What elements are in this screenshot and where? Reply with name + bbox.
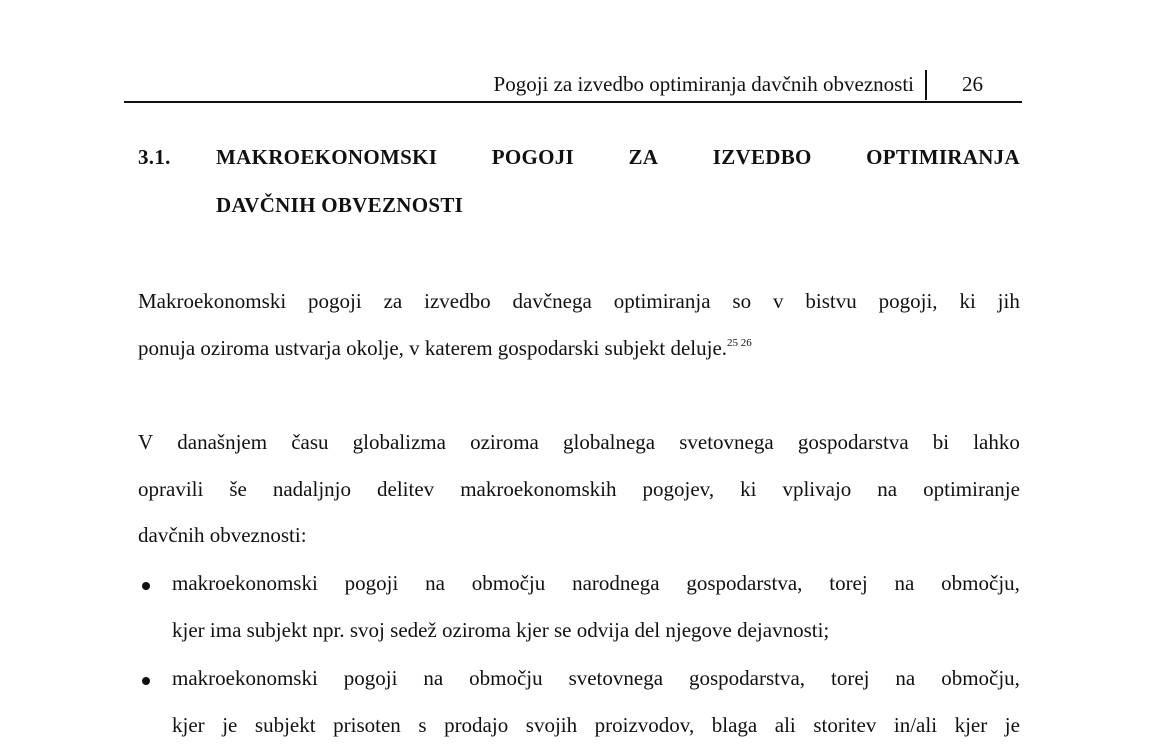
word: OPTIMIRANJA [866, 145, 1020, 169]
word: je [1004, 713, 1020, 737]
paragraph-2-line-2 [138, 466, 1020, 513]
header-separator [925, 70, 927, 100]
header-title: Pogoji za izvedbo optimiranja davčnih obveznosti [493, 72, 914, 96]
word: v [773, 289, 784, 313]
word: storitev [813, 713, 877, 737]
word: proizvodov, [594, 713, 695, 737]
word: na [423, 666, 444, 690]
word: V [138, 430, 154, 454]
word: pogoji [344, 571, 399, 595]
word: prodajo [444, 713, 509, 737]
paragraph-1-line-2-text: ponuja oziroma ustvarja okolje, v katerem gospodarski subjekt deluje. [138, 336, 728, 360]
bullet-2-line-1 [172, 655, 1020, 702]
footnote-refs[interactable]: 25 26 [727, 337, 752, 349]
bullet-dot-icon [142, 677, 150, 685]
paragraph-2-line-3: davčnih obveznosti: [138, 523, 307, 547]
word: blaga [711, 713, 758, 737]
word: torej [829, 571, 868, 595]
running-header [124, 70, 1022, 103]
word: jih [997, 289, 1020, 313]
word: bi [932, 430, 950, 454]
word: območju [469, 666, 543, 690]
word: lahko [973, 430, 1020, 454]
word: delitev [377, 477, 435, 501]
word: času [291, 430, 329, 454]
word: vplivajo [782, 477, 852, 501]
word: makroekonomski [172, 666, 318, 690]
word: pogoji, [878, 289, 938, 313]
word: za [383, 289, 403, 313]
word: območju, [941, 571, 1020, 595]
word: optimiranje [923, 477, 1020, 501]
section-title-line-1 [216, 145, 1020, 170]
word: gospodarstva [797, 430, 909, 454]
word: območju, [941, 666, 1020, 690]
word: optimiranja [613, 289, 711, 313]
word: oziroma [470, 430, 539, 454]
word: torej [831, 666, 870, 690]
word: današnjem [177, 430, 268, 454]
word: makroekonomskih [460, 477, 617, 501]
word: ali [774, 713, 796, 737]
word: davčnega [512, 289, 592, 313]
paragraph-1-line-1 [138, 278, 1020, 325]
word: kjer [172, 713, 205, 737]
word: ki [740, 477, 757, 501]
section-title-line-2: DAVČNIH OBVEZNOSTI [216, 193, 464, 217]
bullet-1-line-1 [172, 560, 1020, 607]
bullet-1-line-2: kjer ima subjekt npr. svoj sedež oziroma kjer se odvija del njegove dejavnosti; [172, 618, 830, 642]
word: kjer [954, 713, 988, 737]
paragraph-1 [138, 278, 1020, 372]
word: bistvu [805, 289, 857, 313]
word: narodnega [572, 571, 660, 595]
word: ZA [628, 145, 659, 169]
page-number: 26 [962, 72, 983, 96]
word: na [877, 477, 898, 501]
word: IZVEDBO [712, 145, 812, 169]
word: svetovnega [568, 666, 664, 690]
word: na [895, 666, 916, 690]
word: gospodarstva, [688, 666, 806, 690]
word: pogoji [343, 666, 398, 690]
word: Makroekonomski [138, 289, 287, 313]
word: MAKROEKONOMSKI [216, 145, 438, 169]
word: in/ali [893, 713, 938, 737]
word: opravili [138, 477, 204, 501]
paragraph-1-line-2 [138, 325, 1020, 372]
word: na [425, 571, 445, 595]
word: globalizma [352, 430, 446, 454]
word: subjekt [254, 713, 316, 737]
word: nadaljnjo [272, 477, 352, 501]
word: še [229, 477, 247, 501]
word: gospodarstva, [686, 571, 803, 595]
word: svetovnega [679, 430, 774, 454]
paragraph-2 [138, 419, 1020, 557]
word: izvedbo [424, 289, 491, 313]
word: je [222, 713, 238, 737]
bullet-dot-icon [142, 582, 150, 590]
word: s [418, 713, 427, 737]
word: POGOJI [491, 145, 574, 169]
word: ki [959, 289, 976, 313]
word: makroekonomski [172, 571, 318, 595]
word: na [894, 571, 915, 595]
word: območju [471, 571, 546, 595]
word: svojih [525, 713, 578, 737]
word: pogojev, [642, 477, 715, 501]
word: prisoten [333, 713, 401, 737]
word: globalnega [562, 430, 656, 454]
bullet-2-line-2 [172, 702, 1020, 749]
word: so [732, 289, 752, 313]
word: pogoji [308, 289, 362, 313]
paragraph-2-line-1 [138, 419, 1020, 466]
section-number: 3.1. [138, 145, 171, 169]
